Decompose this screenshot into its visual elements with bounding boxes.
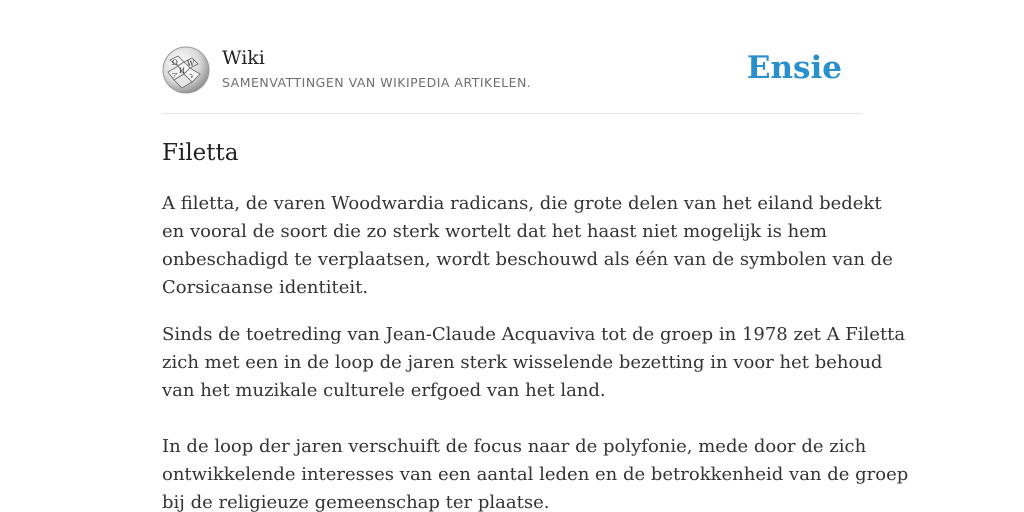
svg-text:Ω: Ω bbox=[172, 59, 178, 67]
svg-text:ว: ว bbox=[189, 72, 193, 80]
wikipedia-globe-icon[interactable] bbox=[162, 46, 210, 94]
paragraph-line: Sinds de toetreding van Jean-Claude Acquaviva tot de groep in 1978 zet A Filetta bbox=[162, 324, 906, 345]
site-title[interactable]: Wiki bbox=[222, 47, 265, 69]
article-paragraph bbox=[162, 190, 893, 302]
paragraph-line: van het muzikale culturele erfgoed van het land. bbox=[162, 380, 606, 401]
content-container bbox=[162, 0, 909, 512]
site-header bbox=[162, 0, 862, 114]
paragraph-line: en vooral de soort die zo sterk wortelt dat het haast niet mogelijk is hem bbox=[162, 221, 827, 242]
article-title: Filetta bbox=[162, 140, 239, 166]
article-body bbox=[162, 190, 909, 512]
article-paragraph bbox=[162, 433, 909, 512]
paragraph-line: zich met een in de loop de jaren sterk wisselende bezetting in voor het behoud bbox=[162, 352, 883, 373]
paragraph-line: In de loop der jaren verschuift de focus naar de polyfonie, mede door de zich bbox=[162, 436, 867, 457]
paragraph-line: bij de religieuze gemeenschap ter plaatse. bbox=[162, 492, 550, 512]
ensie-logo[interactable]: Ensie bbox=[746, 50, 842, 86]
svg-text:И: И bbox=[179, 67, 186, 75]
article-paragraph bbox=[162, 321, 906, 405]
paragraph-line: A filetta, de varen Woodwardia radicans, die grote delen van het eiland bedekt bbox=[162, 193, 882, 214]
paragraph-line: Corsicaanse identiteit. bbox=[162, 277, 369, 298]
paragraph-line: ontwikkelende interesses van een aantal leden en de betrokkenheid van de groep bbox=[162, 464, 909, 485]
svg-text:W: W bbox=[187, 60, 195, 68]
paragraph-line: onbeschadigd te verplaatsen, wordt beschouwd als één van de symbolen van de bbox=[162, 249, 893, 270]
site-tagline: SAMENVATTINGEN VAN WIKIPEDIA ARTIKELEN. bbox=[222, 75, 532, 90]
svg-text:ア: ア bbox=[171, 72, 178, 80]
